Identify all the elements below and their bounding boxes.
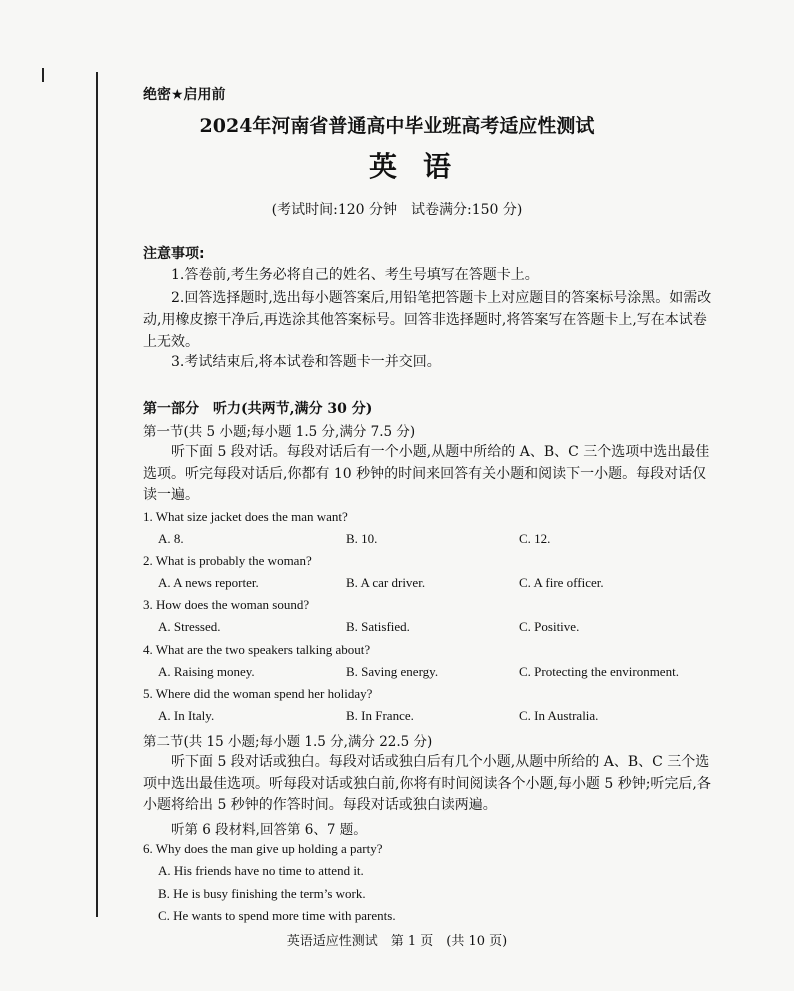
question-5: 5. Where did the woman spend her holiday? bbox=[143, 686, 373, 701]
option-5b: B. In France. bbox=[346, 708, 414, 723]
question-1: 1. What size jacket does the man want? bbox=[143, 509, 348, 524]
section1-instructions: 听下面 5 段对话。每段对话后有一个小题,从题中所给的 A、B、C 三个选项中选出最佳选项。听完每段对话后,你都有 10 秒钟的时间来回答有关小题和阅读下一小题。每段对话仅读一遍。 bbox=[143, 444, 710, 503]
question-4: 4. What are the two speakers talking about? bbox=[143, 642, 371, 657]
question-2: 2. What is probably the woman? bbox=[143, 553, 312, 568]
option-6b: B. He is busy finishing the term’s work. bbox=[158, 886, 366, 901]
section1-heading: 第一节(共 5 小题;每小题 1.5 分,满分 7.5 分) bbox=[143, 424, 416, 440]
option-2a: A. A news reporter. bbox=[158, 575, 259, 590]
question-3: 3. How does the woman sound? bbox=[143, 597, 310, 612]
exam-timing: (考试时间:120 分钟 试卷满分:150 分) bbox=[271, 202, 523, 218]
note-item-2: 2.回答选择题时,选出每小题答案后,用铅笔把答题卡上对应题目的答案标号涂黑。如需改动,用橡皮擦干净后,再选涂其他答案标号。回答非选择题时,将答案写在答题卡上,写在本试卷上无效。 bbox=[143, 290, 712, 350]
notes-heading: 注意事项: bbox=[143, 246, 205, 262]
secret-label: 绝密★启用前 bbox=[143, 87, 226, 103]
page-footer: 英语适应性测试 第 1 页 (共 10 页) bbox=[286, 934, 508, 949]
option-4a: A. Raising money. bbox=[158, 664, 255, 679]
option-6a: A. His friends have no time to attend it. bbox=[158, 863, 364, 878]
exam-title: 2024年河南省普通高中毕业班高考适应性测试 bbox=[199, 115, 595, 137]
section2-instructions: 听下面 5 段对话或独白。每段对话或独白后有几个小题,从题中所给的 A、B、C 三个选项中选出最佳选项。听每段对话或独白前,你将有时间阅读各个小题,每小题 5 秒钟;听完后,各小题将给出 5 秒钟的作答时间。每段对话或独白读两遍。 bbox=[143, 754, 711, 813]
part1-heading: 第一部分 听力(共两节,满分 30 分) bbox=[143, 401, 373, 417]
option-2c: C. A fire officer. bbox=[519, 575, 604, 590]
option-6c: C. He wants to spend more time with parents. bbox=[158, 908, 396, 923]
margin-tick bbox=[42, 68, 44, 82]
option-3b: B. Satisfied. bbox=[346, 619, 410, 634]
question-6: 6. Why does the man give up holding a party? bbox=[143, 841, 383, 856]
note-item-1: 1.答卷前,考生务必将自己的姓名、考生号填写在答题卡上。 bbox=[171, 267, 539, 283]
option-5a: A. In Italy. bbox=[158, 708, 215, 723]
option-1b: B. 10. bbox=[346, 531, 378, 546]
note-item-3: 3.考试结束后,将本试卷和答题卡一并交回。 bbox=[171, 354, 441, 370]
section2-heading: 第二节(共 15 小题;每小题 1.5 分,满分 22.5 分) bbox=[143, 734, 433, 750]
option-3a: A. Stressed. bbox=[158, 619, 221, 634]
option-2b: B. A car driver. bbox=[346, 575, 426, 590]
material-note: 听第 6 段材料,回答第 6、7 题。 bbox=[171, 822, 367, 838]
option-3c: C. Positive. bbox=[519, 619, 580, 634]
subject-title: 英语 bbox=[368, 150, 477, 183]
option-1c: C. 12. bbox=[519, 531, 551, 546]
option-5c: C. In Australia. bbox=[519, 708, 599, 723]
option-1a: A. 8. bbox=[158, 531, 184, 546]
option-4b: B. Saving energy. bbox=[346, 664, 439, 679]
option-4c: C. Protecting the environment. bbox=[519, 664, 679, 679]
